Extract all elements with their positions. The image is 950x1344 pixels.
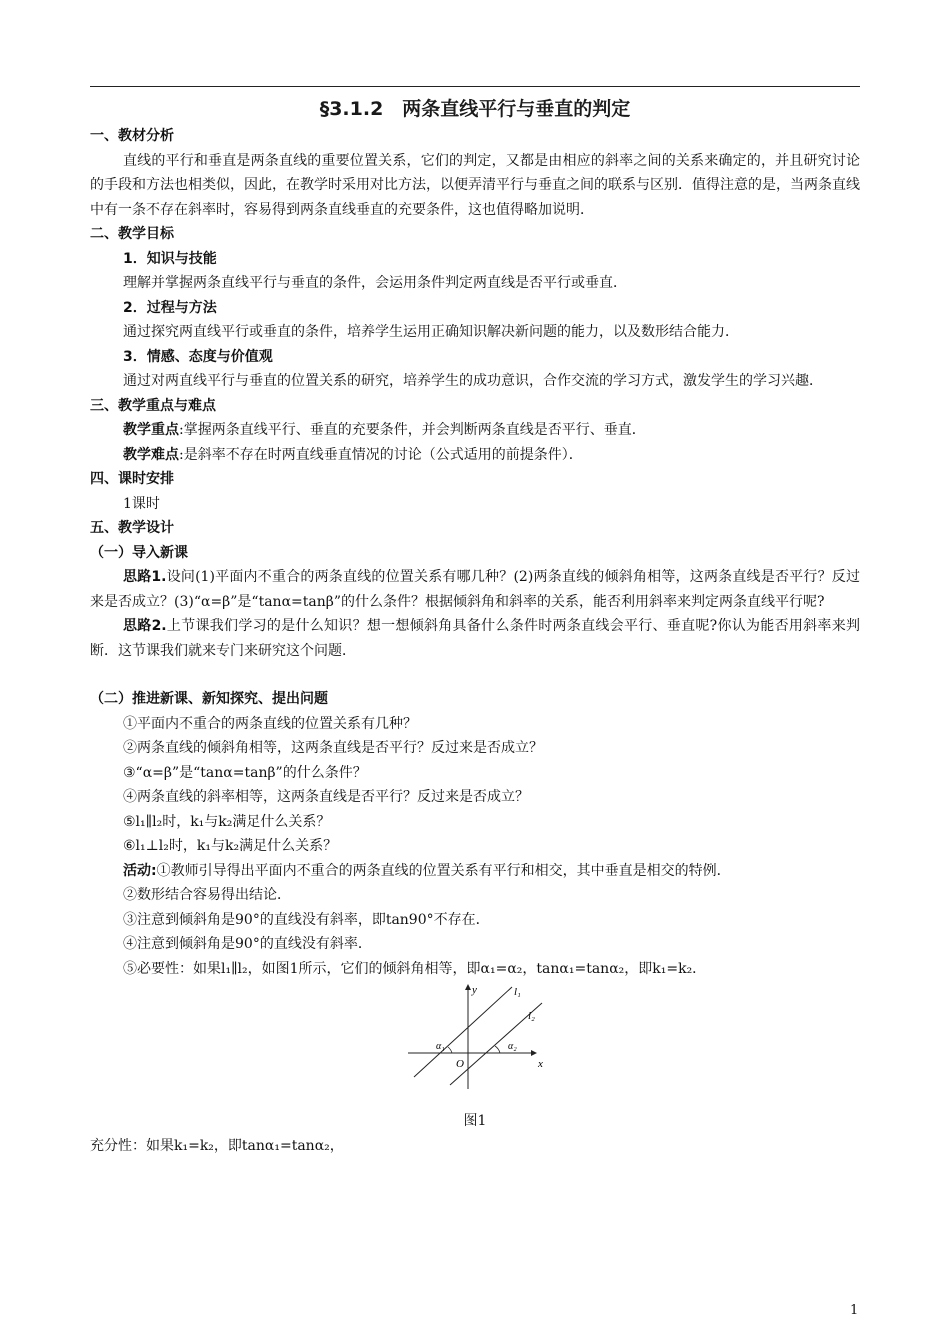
l2-label: l₂ xyxy=(528,1010,535,1022)
section-heading-5: 五、教学设计 xyxy=(90,520,174,536)
idea-1 xyxy=(90,565,860,614)
activity-item: ③注意到倾斜角是90°的直线没有斜率，即tan90°不存在． xyxy=(123,911,490,928)
alpha1-label: α₁ xyxy=(436,1041,445,1052)
activity-label: 活动: xyxy=(123,862,157,879)
activity-line xyxy=(90,859,860,884)
section-heading-3: 三、教学重点与难点 xyxy=(90,397,216,414)
question-item: ③“α=β”是“tanα=tanβ”的什么条件？ xyxy=(123,764,367,781)
angle-arc-2 xyxy=(495,1046,500,1053)
subsection-heading-2: （二）推进新课、新知探究、提出问题 xyxy=(90,691,328,707)
activity-item: ②数形结合容易得出结论． xyxy=(123,887,291,903)
section-1-paragraph: 直线的平行和垂直是两条直线的重要位置关系，它们的判定，又都是由相应的斜率之间的关系来确定的，并且研究讨论的手段和方法也相类似，因此，在教学时采用对比方法，以便弄清平行与垂直之间的联系与区别．值得注意的是，当两条直线中有一条不存在斜率时，容易得到两条直线垂直的充要条件，这也值得略加说明． xyxy=(90,152,860,218)
question-item: ①平面内不重合的两条直线的位置关系有几种？ xyxy=(123,715,417,732)
idea-2 xyxy=(90,614,860,663)
question-item: ⑥l₁⊥l₂时，k₁与k₂满足什么关系？ xyxy=(123,838,338,854)
angle-arc-1 xyxy=(448,1047,452,1053)
section-heading-2: 二、教学目标 xyxy=(90,226,174,242)
goal-heading-2: 2．过程与方法 xyxy=(123,299,217,316)
activity-item: ④注意到倾斜角是90°的直线没有斜率． xyxy=(123,936,372,952)
idea-1-label: 思路1. xyxy=(123,569,167,585)
activity-text: ①教师引导得出平面内不重合的两条直线的位置关系有平行和相交，其中垂直是相交的特例． xyxy=(156,862,731,879)
question-item: ②两条直线的倾斜角相等，这两条直线是否平行？反过来是否成立？ xyxy=(123,740,543,756)
figure-caption: 图1 xyxy=(463,1113,487,1129)
question-item: ⑤l₁∥l₂时，k₁与k₂满足什么关系？ xyxy=(123,813,331,830)
sufficiency-line: 充分性：如果k₁=k₂，即tanα₁=tanα₂， xyxy=(90,1137,344,1154)
document-body xyxy=(90,124,860,1158)
header-rule xyxy=(90,86,860,87)
section-heading-4: 四、课时安排 xyxy=(90,471,174,487)
key-point-label: 教学重点 xyxy=(123,422,179,438)
origin-label: O xyxy=(456,1058,464,1070)
x-axis-label: x xyxy=(538,1058,543,1070)
key-point xyxy=(90,418,860,443)
y-axis-label: y xyxy=(472,984,477,996)
spacer xyxy=(90,663,860,687)
parallel-lines-diagram xyxy=(400,981,550,1093)
figure-1 xyxy=(90,981,860,1101)
question-item: ④两条直线的斜率相等，这两条直线是否平行？反过来是否成立？ xyxy=(123,789,529,805)
goal-text-1: 理解并掌握两条直线平行与垂直的条件，会运用条件判定两直线是否平行或垂直． xyxy=(123,275,627,291)
goal-text-3: 通过对两直线平行与垂直的位置关系的研究，培养学生的成功意识，合作交流的学习方式，激发学生的学习兴趣． xyxy=(123,373,823,389)
goal-heading-1: 1．知识与技能 xyxy=(123,250,217,267)
difficult-point-label: 教学难点 xyxy=(123,446,179,463)
goal-heading-3: 3．情感、态度与价值观 xyxy=(123,348,273,365)
difficult-point-text: :是斜率不存在时两直线垂直情况的讨论（公式适用的前提条件）． xyxy=(179,446,583,463)
section-heading-1: 一、教材分析 xyxy=(90,128,174,144)
page-number: 1 xyxy=(850,1303,859,1318)
lesson-hours: 1课时 xyxy=(123,495,160,512)
l1-label: l₁ xyxy=(514,986,521,998)
activity-item: ⑤必要性：如果l₁∥l₂，如图1所示，它们的倾斜角相等，即α₁=α₂，tanα₁=tanα₂，即k₁=k₂． xyxy=(123,960,707,977)
alpha2-label: α₂ xyxy=(508,1041,517,1052)
goal-text-2: 通过探究两直线平行或垂直的条件，培养学生运用正确知识解决新问题的能力，以及数形结合能力． xyxy=(123,324,739,340)
subsection-heading-1: （一）导入新课 xyxy=(90,544,188,561)
idea-1-text: 设问(1)平面内不重合的两条直线的位置关系有哪几种？(2)两条直线的倾斜角相等，这两条直线是否平行？反过来是否成立？(3)“α=β”是“tanα=tanβ”的什么条件？根据倾斜角和斜率的关系，能否利用斜率来判定两条直线平行呢? xyxy=(90,569,860,610)
idea-2-text: 上节课我们学习的是什么知识？想一想倾斜角具备什么条件时两条直线会平行、垂直呢?你认为能否用斜率来判断．这节课我们就来专门来研究这个问题． xyxy=(90,618,860,659)
idea-2-label: 思路2. xyxy=(123,618,167,634)
page-title: §3.1.2 两条直线平行与垂直的判定 xyxy=(319,98,631,120)
key-point-text: :掌握两条直线平行、垂直的充要条件，并会判断两条直线是否平行、垂直． xyxy=(179,422,646,438)
difficult-point xyxy=(90,443,860,468)
